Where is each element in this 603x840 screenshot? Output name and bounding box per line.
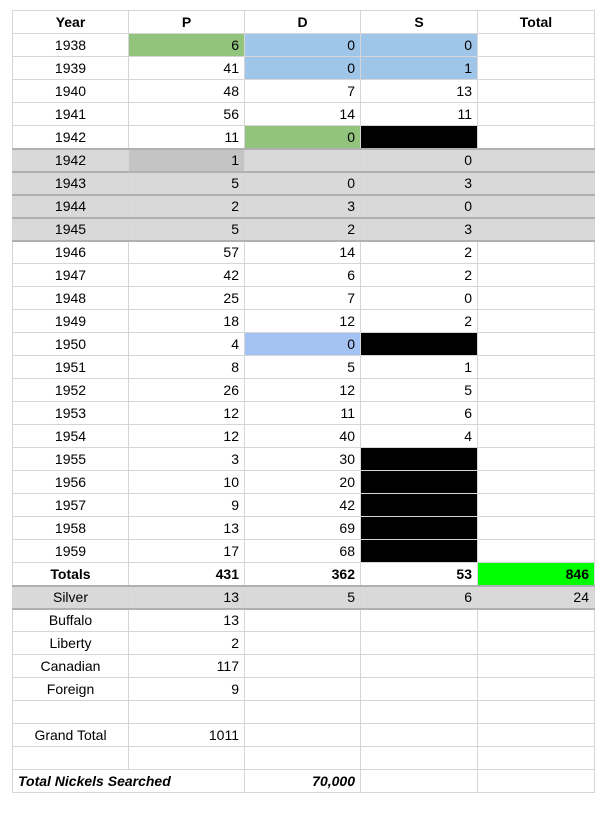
s-cell[interactable]: 5 (361, 379, 478, 402)
empty-cell[interactable] (361, 655, 478, 678)
total-cell[interactable] (478, 402, 595, 425)
p-cell[interactable]: 3 (129, 448, 245, 471)
totals-d[interactable]: 362 (245, 563, 361, 586)
table-row (13, 287, 595, 310)
total-cell[interactable] (478, 149, 595, 172)
p-cell[interactable]: 57 (129, 241, 245, 264)
s-cell[interactable]: 0 (361, 287, 478, 310)
total-cell[interactable] (478, 80, 595, 103)
s-cell-blacked[interactable] (361, 540, 478, 563)
empty-cell[interactable] (361, 770, 478, 793)
year-cell[interactable]: 1945 (13, 218, 129, 241)
empty-cell[interactable] (478, 747, 595, 770)
year-cell[interactable]: 1953 (13, 402, 129, 425)
table-row (13, 356, 595, 379)
year-cell[interactable]: 1957 (13, 494, 129, 517)
empty-cell[interactable] (478, 701, 595, 724)
grand-total-label[interactable]: Grand Total (13, 724, 129, 747)
extra-p[interactable]: 13 (129, 609, 245, 632)
d-cell[interactable]: 3 (245, 195, 361, 218)
s-cell[interactable]: 1 (361, 356, 478, 379)
p-cell[interactable]: 56 (129, 103, 245, 126)
d-cell[interactable]: 6 (245, 264, 361, 287)
p-cell[interactable]: 4 (129, 333, 245, 356)
d-cell[interactable]: 30 (245, 448, 361, 471)
s-cell[interactable]: 13 (361, 80, 478, 103)
total-cell[interactable] (478, 218, 595, 241)
p-cell[interactable]: 6 (129, 34, 245, 57)
empty-cell[interactable] (245, 609, 361, 632)
totals-s[interactable]: 53 (361, 563, 478, 586)
year-cell[interactable]: 1947 (13, 264, 129, 287)
p-cell[interactable]: 26 (129, 379, 245, 402)
extra-p[interactable]: 117 (129, 655, 245, 678)
year-cell[interactable]: 1942 (13, 149, 129, 172)
empty-cell[interactable] (361, 678, 478, 701)
empty-cell[interactable] (478, 609, 595, 632)
total-cell[interactable] (478, 103, 595, 126)
header-s[interactable]: S (361, 11, 478, 34)
table-row (13, 57, 595, 80)
table-row (13, 126, 595, 149)
d-cell[interactable]: 0 (245, 333, 361, 356)
total-cell[interactable] (478, 540, 595, 563)
empty-cell[interactable] (245, 747, 361, 770)
p-cell[interactable]: 12 (129, 425, 245, 448)
year-cell[interactable]: 1954 (13, 425, 129, 448)
table-row (13, 517, 595, 540)
totals-p[interactable]: 431 (129, 563, 245, 586)
total-cell[interactable] (478, 471, 595, 494)
empty-cell[interactable] (478, 770, 595, 793)
year-cell[interactable]: 1948 (13, 287, 129, 310)
year-cell[interactable]: 1955 (13, 448, 129, 471)
s-cell[interactable]: 0 (361, 34, 478, 57)
silver-d[interactable]: 5 (245, 586, 361, 609)
header-p[interactable]: P (129, 11, 245, 34)
empty-cell[interactable] (245, 632, 361, 655)
year-cell[interactable]: 1949 (13, 310, 129, 333)
d-cell[interactable]: 42 (245, 494, 361, 517)
empty-cell[interactable] (361, 724, 478, 747)
d-cell[interactable]: 20 (245, 471, 361, 494)
p-cell[interactable]: 11 (129, 126, 245, 149)
extra-p[interactable]: 9 (129, 678, 245, 701)
d-cell[interactable]: 14 (245, 241, 361, 264)
header-total[interactable]: Total (478, 11, 595, 34)
s-cell[interactable]: 4 (361, 425, 478, 448)
s-cell-blacked[interactable] (361, 494, 478, 517)
empty-cell[interactable] (245, 724, 361, 747)
d-cell[interactable]: 0 (245, 172, 361, 195)
table-row (13, 540, 595, 563)
extra-label[interactable]: Canadian (13, 655, 129, 678)
d-cell[interactable]: 0 (245, 34, 361, 57)
grand-total-value[interactable]: 1011 (129, 724, 245, 747)
table-row (13, 310, 595, 333)
table-row (13, 241, 595, 264)
p-cell[interactable]: 5 (129, 218, 245, 241)
p-cell[interactable]: 9 (129, 494, 245, 517)
p-cell[interactable]: 8 (129, 356, 245, 379)
empty-cell[interactable] (478, 632, 595, 655)
silver-row (13, 586, 595, 609)
year-cell[interactable]: 1941 (13, 103, 129, 126)
year-cell[interactable]: 1946 (13, 241, 129, 264)
s-cell[interactable]: 6 (361, 402, 478, 425)
total-cell[interactable] (478, 241, 595, 264)
d-cell[interactable]: 12 (245, 379, 361, 402)
year-cell[interactable]: 1943 (13, 172, 129, 195)
d-cell[interactable]: 7 (245, 287, 361, 310)
table-row (13, 379, 595, 402)
total-cell[interactable] (478, 172, 595, 195)
p-cell[interactable]: 13 (129, 517, 245, 540)
p-cell[interactable]: 18 (129, 310, 245, 333)
empty-cell[interactable] (13, 701, 129, 724)
empty-cell[interactable] (129, 701, 245, 724)
d-cell[interactable]: 0 (245, 57, 361, 80)
total-cell[interactable] (478, 517, 595, 540)
d-cell-blacked[interactable] (245, 149, 361, 172)
s-cell-blacked[interactable] (361, 333, 478, 356)
empty-cell[interactable] (13, 747, 129, 770)
extra-row-foreign (13, 678, 595, 701)
extra-row-buffalo (13, 609, 595, 632)
table-row (13, 425, 595, 448)
year-cell[interactable]: 1958 (13, 517, 129, 540)
silver-total[interactable]: 24 (478, 586, 595, 609)
d-cell[interactable]: 12 (245, 310, 361, 333)
table-row (13, 471, 595, 494)
d-cell[interactable]: 14 (245, 103, 361, 126)
p-cell[interactable]: 1 (129, 149, 245, 172)
table-row (13, 494, 595, 517)
year-cell[interactable]: 1938 (13, 34, 129, 57)
year-cell[interactable]: 1956 (13, 471, 129, 494)
table-row (13, 264, 595, 287)
empty-cell[interactable] (478, 655, 595, 678)
extra-row-canadian (13, 655, 595, 678)
p-cell[interactable]: 10 (129, 471, 245, 494)
p-cell[interactable]: 2 (129, 195, 245, 218)
s-cell[interactable]: 2 (361, 264, 478, 287)
empty-cell[interactable] (361, 747, 478, 770)
table-row-wartime (13, 172, 595, 195)
empty-cell[interactable] (245, 701, 361, 724)
year-cell[interactable]: 1939 (13, 57, 129, 80)
extra-label[interactable]: Foreign (13, 678, 129, 701)
empty-cell[interactable] (129, 747, 245, 770)
p-cell[interactable]: 42 (129, 264, 245, 287)
extra-p[interactable]: 2 (129, 632, 245, 655)
extra-row-liberty (13, 632, 595, 655)
totals-row (13, 563, 595, 586)
year-cell[interactable]: 1951 (13, 356, 129, 379)
nickels-searched-row (13, 770, 595, 793)
header-row (13, 11, 595, 34)
s-cell-blacked[interactable] (361, 517, 478, 540)
table-row (13, 448, 595, 471)
year-cell[interactable]: 1944 (13, 195, 129, 218)
table-row-wartime (13, 195, 595, 218)
total-cell[interactable] (478, 34, 595, 57)
s-cell[interactable]: 0 (361, 149, 478, 172)
s-cell[interactable]: 2 (361, 310, 478, 333)
total-cell[interactable] (478, 356, 595, 379)
d-cell[interactable]: 40 (245, 425, 361, 448)
p-cell[interactable]: 48 (129, 80, 245, 103)
header-year[interactable]: Year (13, 11, 129, 34)
silver-p[interactable]: 13 (129, 586, 245, 609)
total-cell[interactable] (478, 57, 595, 80)
total-cell[interactable] (478, 425, 595, 448)
total-cell[interactable] (478, 264, 595, 287)
s-cell-blacked[interactable] (361, 471, 478, 494)
table-row (13, 333, 595, 356)
table-row (13, 80, 595, 103)
year-cell[interactable]: 1959 (13, 540, 129, 563)
d-cell[interactable]: 5 (245, 356, 361, 379)
empty-cell[interactable] (245, 655, 361, 678)
total-cell[interactable] (478, 448, 595, 471)
total-cell[interactable] (478, 494, 595, 517)
extra-label[interactable]: Liberty (13, 632, 129, 655)
year-cell[interactable]: 1940 (13, 80, 129, 103)
d-cell[interactable]: 0 (245, 126, 361, 149)
silver-s[interactable]: 6 (361, 586, 478, 609)
s-cell[interactable]: 3 (361, 172, 478, 195)
p-cell[interactable]: 17 (129, 540, 245, 563)
total-cell[interactable] (478, 195, 595, 218)
total-cell[interactable] (478, 126, 595, 149)
s-cell[interactable]: 3 (361, 218, 478, 241)
totals-total[interactable]: 846 (478, 563, 595, 586)
grand-total-row (13, 724, 595, 747)
year-cell[interactable]: 1950 (13, 333, 129, 356)
total-cell[interactable] (478, 287, 595, 310)
nickels-searched-label[interactable]: Total Nickels Searched (13, 770, 245, 793)
total-cell[interactable] (478, 379, 595, 402)
p-cell[interactable]: 12 (129, 402, 245, 425)
totals-label[interactable]: Totals (13, 563, 129, 586)
table-row-wartime (13, 218, 595, 241)
d-cell[interactable]: 2 (245, 218, 361, 241)
p-cell[interactable]: 41 (129, 57, 245, 80)
d-cell[interactable]: 11 (245, 402, 361, 425)
total-cell[interactable] (478, 310, 595, 333)
s-cell[interactable]: 2 (361, 241, 478, 264)
d-cell[interactable]: 7 (245, 80, 361, 103)
header-d[interactable]: D (245, 11, 361, 34)
empty-cell[interactable] (361, 609, 478, 632)
blank-row (13, 747, 595, 770)
table-row (13, 402, 595, 425)
p-cell[interactable]: 5 (129, 172, 245, 195)
year-cell[interactable]: 1942 (13, 126, 129, 149)
nickel-tally-table (12, 10, 595, 793)
p-cell[interactable]: 25 (129, 287, 245, 310)
total-cell[interactable] (478, 333, 595, 356)
s-cell[interactable]: 1 (361, 57, 478, 80)
silver-label[interactable]: Silver (13, 586, 129, 609)
s-cell-blacked[interactable] (361, 448, 478, 471)
empty-cell[interactable] (361, 701, 478, 724)
empty-cell[interactable] (478, 724, 595, 747)
s-cell[interactable]: 11 (361, 103, 478, 126)
nickels-searched-value[interactable]: 70,000 (245, 770, 361, 793)
blank-row (13, 701, 595, 724)
table-row (13, 103, 595, 126)
extra-label[interactable]: Buffalo (13, 609, 129, 632)
d-cell[interactable]: 69 (245, 517, 361, 540)
table-row (13, 34, 595, 57)
empty-cell[interactable] (361, 632, 478, 655)
s-cell[interactable]: 0 (361, 195, 478, 218)
s-cell-blacked[interactable] (361, 126, 478, 149)
year-cell[interactable]: 1952 (13, 379, 129, 402)
d-cell[interactable]: 68 (245, 540, 361, 563)
empty-cell[interactable] (245, 678, 361, 701)
empty-cell[interactable] (478, 678, 595, 701)
table-row-wartime (13, 149, 595, 172)
